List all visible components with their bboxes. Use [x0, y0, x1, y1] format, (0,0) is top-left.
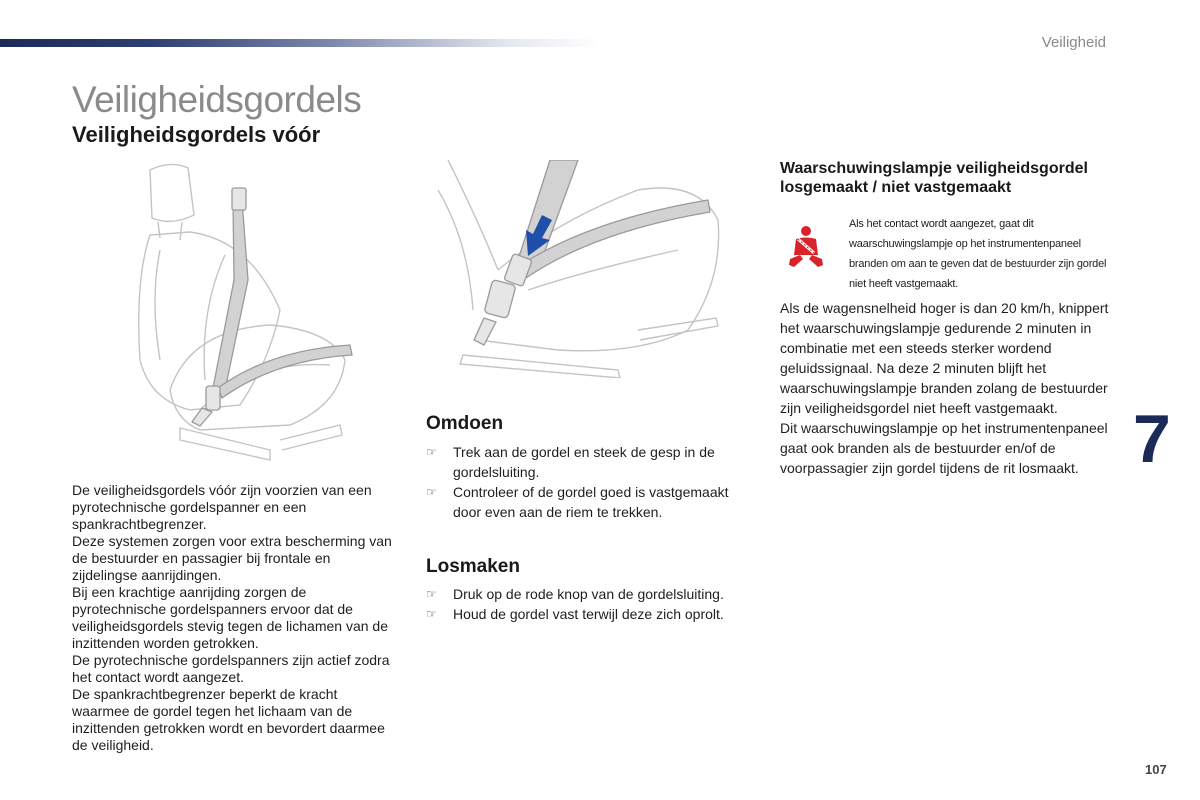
- omdoen-list: [426, 442, 756, 522]
- page-number: 107: [1145, 762, 1167, 777]
- warning-paragraph: Als de wagensnelheid hoger is dan 20 km/h, knippert het waarschuwingslampje gedurende 2 minuten in combinatie met een steeds sterker wordend geluidssignaal. Na deze 2 minuten blijft het waarschuwingslampje branden zolang de bestuurder zijn veiligheidsgordel niet heeft vastgemaakt.: [780, 300, 1109, 416]
- warning-title: Waarschuwingslampje veiligheidsgordel losgemaakt / niet vastgemaakt: [780, 160, 1088, 196]
- intro-paragraph: De spankrachtbegrenzer beperkt de kracht waarmee de gordel tegen het lichaam van de inzittenden getrokken wordt en bevordert daarmee de veiligheid.: [72, 686, 385, 753]
- page-subtitle: Veiligheidsgordels vóór: [72, 122, 321, 147]
- belt-buckle-illustration: [438, 160, 728, 378]
- chapter-number: 7: [1133, 401, 1171, 477]
- warning-paragraph: Dit waarschuwingslampje op het instrumentenpaneel gaat ook branden als de bestuurder en/of de voorpassagier zijn gordel tijdens de rit losmaakt.: [780, 420, 1108, 476]
- section-label: Veiligheid: [1041, 34, 1106, 51]
- losmaken-list: [426, 584, 756, 624]
- intro-paragraph: De pyrotechnische gordelspanners zijn actief zodra het contact wordt aangezet.: [72, 652, 390, 685]
- header-gradient-bar: [0, 39, 600, 47]
- losmaken-heading: Losmaken: [426, 556, 520, 577]
- pointing-hand-icon: ☞: [426, 607, 437, 621]
- intro-text: [72, 482, 392, 754]
- intro-paragraph: Deze systemen zorgen voor extra bescherming van de bestuurder en passagier bij frontale en zijdelingse aanrijdingen.: [72, 533, 392, 583]
- warning-body: [780, 298, 1115, 478]
- pointing-hand-icon: ☞: [426, 485, 437, 499]
- pointing-hand-icon: ☞: [426, 587, 437, 601]
- seat-belt-illustration: [130, 160, 380, 472]
- omdoen-heading: Omdoen: [426, 413, 504, 434]
- list-item: ☞ Houd de gordel vast terwijl deze zich oprolt.: [426, 606, 724, 622]
- warning-note: Als het contact wordt aangezet, gaat dit waarschuwingslampje op het instrumentenpaneel branden om aan te geven dat de bestuurder zijn gordel niet heeft vastgemaakt.: [849, 218, 1107, 290]
- list-item: ☞ Druk op de rode knop van de gordelsluiting.: [426, 586, 724, 602]
- list-item: ☞ Controleer of de gordel goed is vastgemaakt door even aan de riem te trekken.: [426, 484, 729, 520]
- page-title: Veiligheidsgordels: [72, 79, 362, 120]
- list-item: ☞ Trek aan de gordel en steek de gesp in de gordelsluiting.: [426, 444, 715, 480]
- intro-paragraph: Bij een krachtige aanrijding zorgen de pyrotechnische gordelspanners ervoor dat de veiligheidsgordels stevig tegen de lichamen van de inzittenden worden getrokken.: [72, 584, 388, 651]
- seatbelt-warning-icon: [786, 225, 826, 270]
- pointing-hand-icon: ☞: [426, 445, 437, 459]
- intro-paragraph: De veiligheidsgordels vóór zijn voorzien van een pyrotechnische gordelspanner en een spankrachtbegrenzer.: [72, 482, 372, 532]
